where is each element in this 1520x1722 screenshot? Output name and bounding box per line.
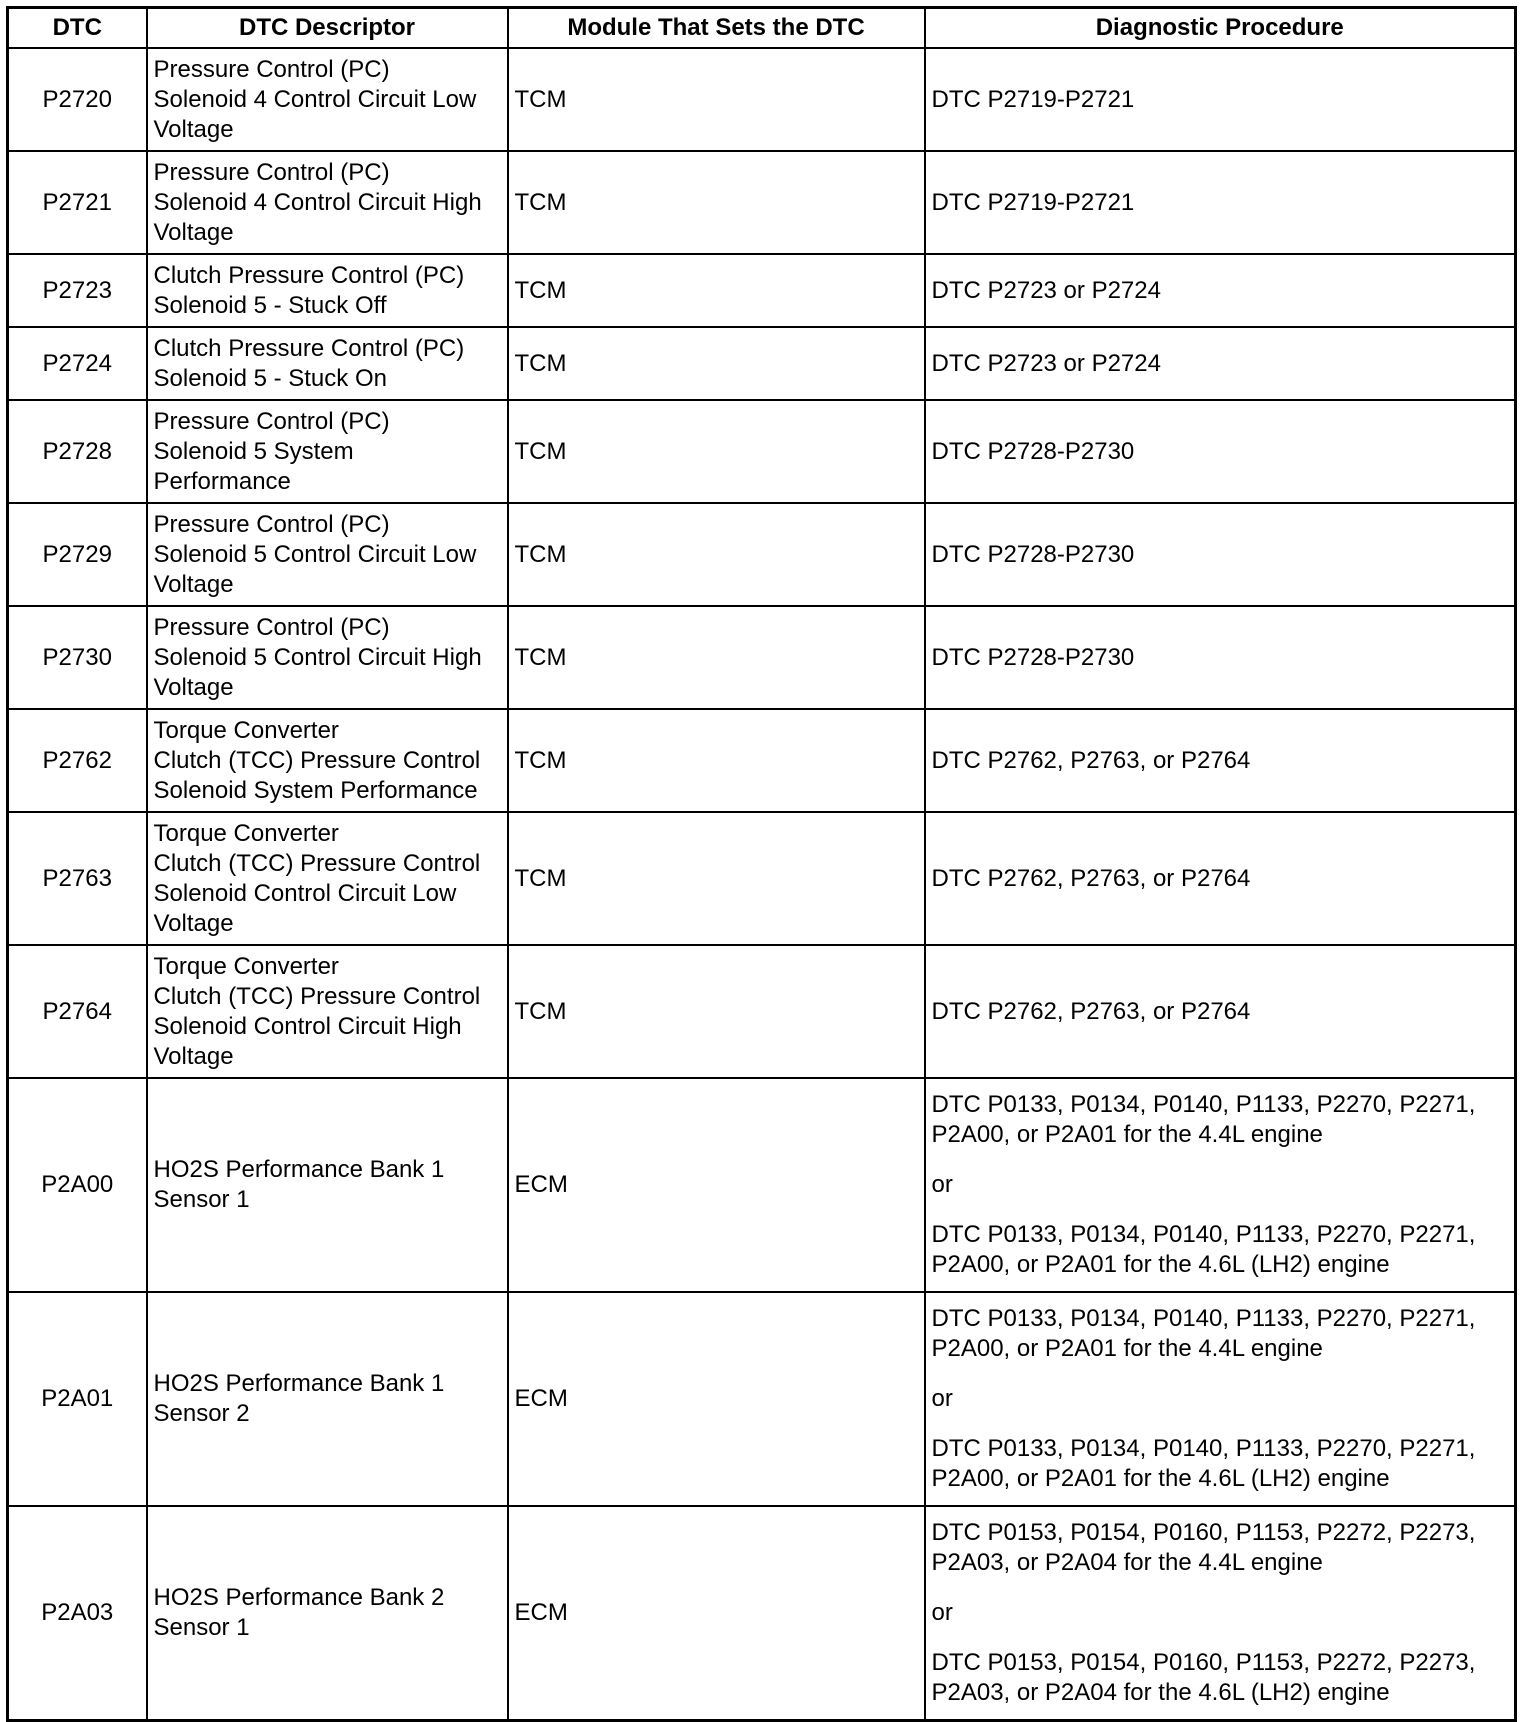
module-cell: ECM [508, 1292, 925, 1506]
dtc-code-cell: P2763 [8, 812, 147, 945]
module-cell: TCM [508, 945, 925, 1078]
header-module: Module That Sets the DTC [508, 8, 925, 49]
descriptor-line: Clutch Pressure Control (PC) [153, 261, 465, 289]
descriptor-line: HO2S Performance Bank 2 [153, 1583, 445, 1611]
diagnostic-procedure-cell [925, 254, 1516, 327]
descriptor-line: Pressure Control (PC) [153, 55, 390, 83]
header-diagnostic-procedure: Diagnostic Procedure [925, 8, 1516, 49]
descriptor-line: HO2S Performance Bank 1 [153, 1156, 445, 1183]
module-cell: TCM [508, 503, 925, 606]
procedure-link-text: DTC P2728-P2730 [931, 643, 1135, 671]
table-body [8, 48, 1516, 1720]
dtc-descriptor-cell [147, 1078, 508, 1292]
procedure-link-text: DTC P2723 or P2724 [931, 349, 1161, 377]
descriptor-line: Pressure Control (PC) [153, 158, 390, 186]
dtc-code-cell: P2A00 [8, 1078, 147, 1292]
dtc-descriptor-cell [147, 606, 508, 709]
table-row [8, 606, 1516, 709]
module-cell: TCM [508, 327, 925, 400]
table-row [8, 400, 1516, 503]
module-cell: TCM [508, 151, 925, 254]
table-row [8, 1506, 1516, 1720]
header-dtc: DTC [8, 8, 147, 49]
module-cell: TCM [508, 606, 925, 709]
descriptor-line: Voltage [153, 218, 234, 246]
descriptor-line: Solenoid 4 Control Circuit High [153, 188, 482, 216]
diagnostic-procedure-cell [925, 151, 1516, 254]
table-row [8, 812, 1516, 945]
descriptor-line: Solenoid 5 - Stuck On [153, 364, 387, 392]
module-cell: TCM [508, 48, 925, 151]
descriptor-line: Torque Converter [153, 952, 339, 980]
procedure-link-text: DTC P2719-P2721 [931, 85, 1135, 113]
procedure-link-text: DTC P2762, P2763, or P2764 [931, 746, 1251, 774]
procedure-link-text: DTC P0153, P0154, P0160, P1153, P2272, P2273, P2A03, or P2A04 for the 4.4L engine [931, 1518, 1476, 1576]
table-row [8, 151, 1516, 254]
descriptor-line: Torque Converter [153, 819, 339, 847]
dtc-descriptor-cell [147, 327, 508, 400]
procedure-or-separator: or [931, 1171, 953, 1198]
diagnostic-procedure-cell [925, 48, 1516, 151]
descriptor-line: Clutch (TCC) Pressure Control [153, 746, 481, 774]
table-row [8, 327, 1516, 400]
dtc-descriptor-cell [147, 945, 508, 1078]
diagnostic-procedure-cell [925, 1292, 1516, 1506]
descriptor-line: Voltage [153, 909, 234, 937]
descriptor-line: Sensor 2 [153, 1400, 250, 1427]
diagnostic-procedure-cell [925, 503, 1516, 606]
dtc-code-cell: P2728 [8, 400, 147, 503]
descriptor-line: Solenoid 5 - Stuck Off [153, 291, 387, 319]
procedure-link-text: DTC P2728-P2730 [931, 540, 1135, 568]
table-row [8, 1078, 1516, 1292]
dtc-code-cell: P2730 [8, 606, 147, 709]
descriptor-line: Clutch Pressure Control (PC) [153, 334, 465, 362]
module-cell: ECM [508, 1506, 925, 1720]
table-row [8, 1292, 1516, 1506]
procedure-link-text: DTC P0133, P0134, P0140, P1133, P2270, P2271, P2A00, or P2A01 for the 4.6L (LH2) engine [931, 1435, 1476, 1492]
procedure-link-text: DTC P0133, P0134, P0140, P1133, P2270, P2271, P2A00, or P2A01 for the 4.6L (LH2) engine [931, 1221, 1476, 1278]
table-row [8, 254, 1516, 327]
dtc-code-cell: P2A01 [8, 1292, 147, 1506]
table-row [8, 503, 1516, 606]
dtc-code-cell: P2720 [8, 48, 147, 151]
dtc-descriptor-cell [147, 812, 508, 945]
descriptor-line: Voltage [153, 673, 234, 701]
dtc-descriptor-cell [147, 151, 508, 254]
procedure-link-text: DTC P2723 or P2724 [931, 276, 1161, 304]
descriptor-line: Sensor 1 [153, 1613, 250, 1641]
descriptor-line: Voltage [153, 115, 234, 143]
procedure-link-text: DTC P2728-P2730 [931, 437, 1135, 465]
dtc-code-cell: P2724 [8, 327, 147, 400]
diagnostic-procedure-cell [925, 709, 1516, 812]
descriptor-line: Performance [153, 467, 291, 495]
descriptor-line: Pressure Control (PC) [153, 407, 390, 435]
dtc-code-cell: P2723 [8, 254, 147, 327]
descriptor-line: Solenoid 5 Control Circuit High [153, 643, 482, 671]
descriptor-line: Pressure Control (PC) [153, 510, 390, 538]
procedure-or-separator: or [931, 1385, 953, 1412]
diagnostic-procedure-cell [925, 812, 1516, 945]
dtc-table [6, 6, 1517, 1722]
table-row [8, 48, 1516, 151]
descriptor-line: Clutch (TCC) Pressure Control [153, 982, 481, 1010]
table-row [8, 945, 1516, 1078]
procedure-or-separator: or [931, 1598, 953, 1626]
descriptor-line: Solenoid Control Circuit High [153, 1012, 462, 1040]
descriptor-line: Voltage [153, 570, 234, 598]
procedure-link-text: DTC P0133, P0134, P0140, P1133, P2270, P2271, P2A00, or P2A01 for the 4.4L engine [931, 1305, 1476, 1362]
procedure-link-text: DTC P2762, P2763, or P2764 [931, 997, 1251, 1025]
dtc-descriptor-cell [147, 254, 508, 327]
procedure-link-text: DTC P0133, P0134, P0140, P1133, P2270, P2271, P2A00, or P2A01 for the 4.4L engine [931, 1091, 1476, 1148]
module-cell: TCM [508, 812, 925, 945]
table-header-row [8, 8, 1516, 49]
table-row [8, 709, 1516, 812]
dtc-code-cell: P2A03 [8, 1506, 147, 1720]
descriptor-line: Solenoid Control Circuit Low [153, 879, 457, 907]
descriptor-line: Voltage [153, 1042, 234, 1070]
descriptor-line: Sensor 1 [153, 1186, 250, 1213]
dtc-code-cell: P2721 [8, 151, 147, 254]
module-cell: TCM [508, 709, 925, 812]
diagnostic-procedure-cell [925, 400, 1516, 503]
dtc-descriptor-cell [147, 1506, 508, 1720]
diagnostic-procedure-cell [925, 1078, 1516, 1292]
dtc-table-container [6, 6, 1514, 1722]
descriptor-line: Pressure Control (PC) [153, 613, 390, 641]
descriptor-line: Clutch (TCC) Pressure Control [153, 849, 481, 877]
dtc-descriptor-cell [147, 503, 508, 606]
dtc-descriptor-cell [147, 48, 508, 151]
header-dtc-descriptor: DTC Descriptor [147, 8, 508, 49]
dtc-descriptor-cell [147, 400, 508, 503]
dtc-code-cell: P2729 [8, 503, 147, 606]
descriptor-line: Solenoid 5 System [153, 437, 354, 465]
dtc-code-cell: P2762 [8, 709, 147, 812]
procedure-link-text: DTC P2762, P2763, or P2764 [931, 864, 1251, 892]
module-cell: TCM [508, 400, 925, 503]
dtc-descriptor-cell [147, 709, 508, 812]
descriptor-line: Solenoid 4 Control Circuit Low [153, 85, 477, 113]
descriptor-line: HO2S Performance Bank 1 [153, 1370, 445, 1397]
diagnostic-procedure-cell [925, 606, 1516, 709]
descriptor-line: Solenoid 5 Control Circuit Low [153, 540, 477, 568]
descriptor-line: Solenoid System Performance [153, 776, 478, 804]
dtc-code-cell: P2764 [8, 945, 147, 1078]
module-cell: TCM [508, 254, 925, 327]
diagnostic-procedure-cell [925, 1506, 1516, 1720]
diagnostic-procedure-cell [925, 327, 1516, 400]
procedure-link-text: DTC P0153, P0154, P0160, P1153, P2272, P2273, P2A03, or P2A04 for the 4.6L (LH2) engine [931, 1648, 1476, 1706]
diagnostic-procedure-cell [925, 945, 1516, 1078]
module-cell: ECM [508, 1078, 925, 1292]
procedure-link-text: DTC P2719-P2721 [931, 188, 1135, 216]
dtc-descriptor-cell [147, 1292, 508, 1506]
descriptor-line: Torque Converter [153, 716, 339, 744]
